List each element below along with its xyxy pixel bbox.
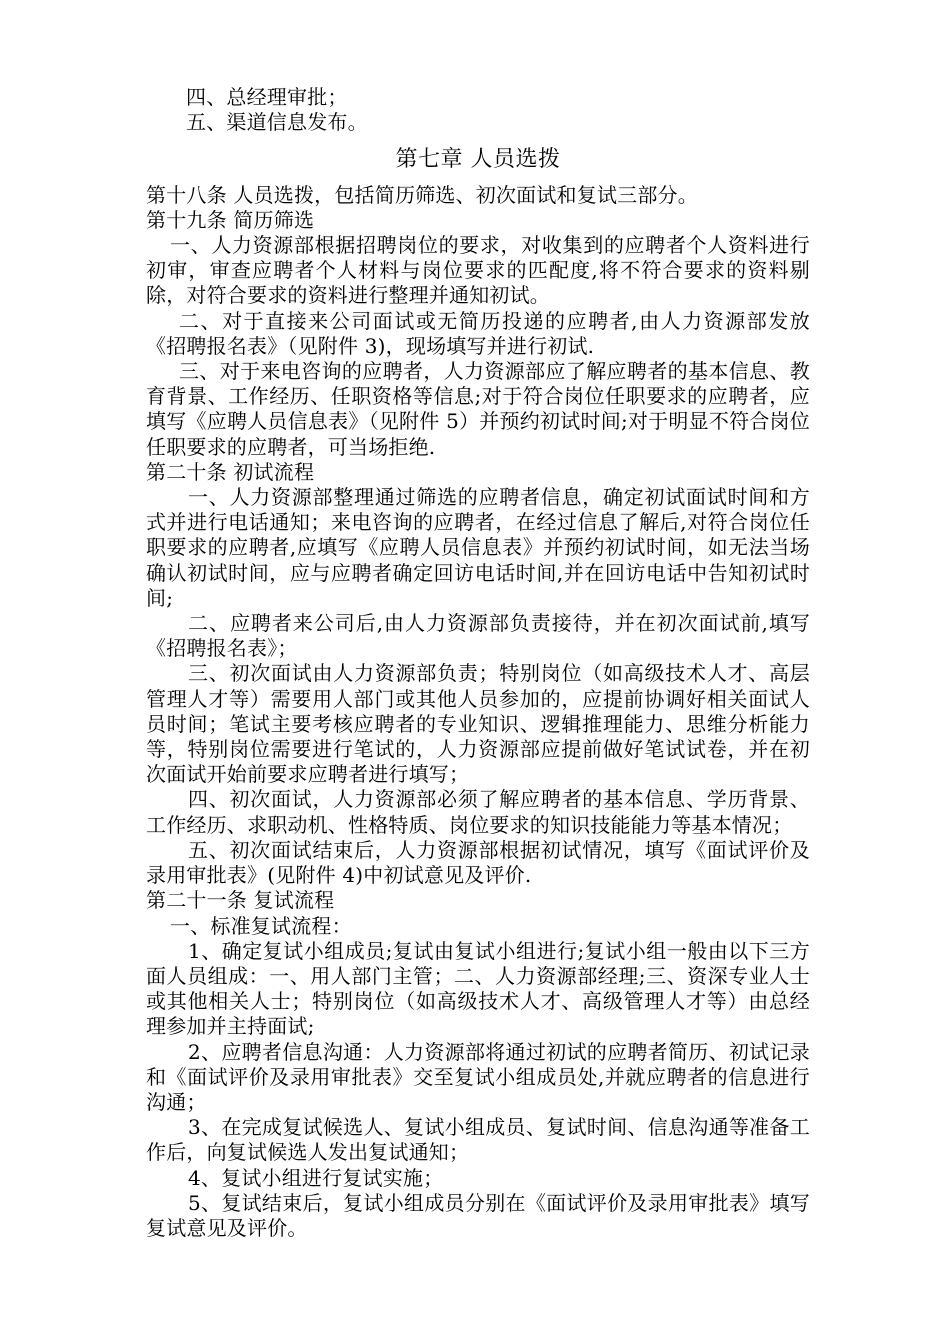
article-20-item-4: 四、初次面试，人力资源部必须了解应聘者的基本信息、学历背景、工作经历、求职动机、性格特质、岗位要求的知识技能能力等基本情况； <box>146 787 810 837</box>
article-20-item-3: 三、初次面试由人力资源部负责；特别岗位（如高级技术人才、高层管理人才等）需要用人部门或其他人员参加的，应提前协调好相关面试人员时间；笔试主要考核应聘者的专业知识、逻辑推理能力、思维分析能力等，特别岗位需要进行笔试的，人力资源部应提前做好笔试试卷，并在初次面试开始前要求应聘者进行填写； <box>146 661 810 787</box>
article-20-item-5: 五、初次面试结束后，人力资源部根据初试情况，填写《面试评价及录用审批表》(见附件 4)中初试意见及评价. <box>146 837 810 888</box>
article-19-item-2: 二、对于直接来公司面试或无简历投递的应聘者,由人力资源部发放《招聘报名表》（见附件 3)，现场填写并进行初试. <box>146 308 810 358</box>
article-21-item-4: 4、复试小组进行复试实施； <box>188 1165 444 1190</box>
chapter-title: 第七章 人员选拨 <box>395 147 561 173</box>
article-18: 第十八条 人员选拨，包括简历筛选、初次面试和复试三部分。 <box>146 182 698 207</box>
intro-item-4: 四、总经理审批； <box>186 85 348 109</box>
article-20-heading: 第二十条 初试流程 <box>146 459 315 484</box>
article-21-item-1: 1、确定复试小组成员;复试由复试小组进行;复试小组一般由以下三方面人员组成：一、用人部门主管；二、人力资源部经理;三、资深专业人士或其他相关人士；特别岗位（如高级技术人才、高级管理人才等）由总经理参加并主持面试; <box>146 938 810 1039</box>
article-19-item-3: 三、对于来电咨询的应聘者，人力资源部应了解应聘者的基本信息、教育背景、工作经历、任职资格等信息;对于符合岗位任职要求的应聘者，应填写《应聘人员信息表》（见附件 5）并预约初试时间;对于明显不符合岗位任职要求的应聘者，可当场拒绝. <box>146 359 810 459</box>
article-21-item-3: 3、在完成复试候选人、复试小组成员、复试时间、信息沟通等准备工作后，向复试候选人发出复试通知； <box>146 1115 810 1165</box>
article-21-item-2: 2、应聘者信息沟通：人力资源部将通过初试的应聘者简历、初试记录和《面试评价及录用审批表》交至复试小组成员处,并就应聘者的信息进行沟通； <box>146 1039 810 1114</box>
intro-item-5: 五、渠道信息发布。 <box>186 110 368 135</box>
document-body <box>146 85 810 1241</box>
article-21-heading: 第二十一条 复试流程 <box>146 888 335 913</box>
article-21-item-5: 5、复试结束后，复试小组成员分别在《面试评价及录用审批表》填写复试意见及评价。 <box>146 1190 810 1240</box>
article-19-item-1: 一、人力资源部根据招聘岗位的要求，对收集到的应聘者个人资料进行初审，审查应聘者个人材料与岗位要求的匹配度,将不符合要求的资料剔除，对符合要求的资料进行整理并通知初试。 <box>146 233 810 308</box>
article-20-item-2: 二、应聘者来公司后,由人力资源部负责接待，并在初次面试前,填写《招聘报名表》； <box>146 611 810 661</box>
article-21-subheading: 一、标准复试流程： <box>170 913 352 938</box>
article-19-heading: 第十九条 简历筛选 <box>146 207 315 232</box>
article-20-item-1: 一、人力资源部整理通过筛选的应聘者信息，确定初试面试时间和方式并进行电话通知；来电咨询的应聘者，在经过信息了解后,对符合岗位任职要求的应聘者,应填写《应聘人员信息表》并预约初试时间，如无法当场确认初试时间，应与应聘者确定回访电话时间,并在回访电话中告知初试时间; <box>146 485 810 610</box>
